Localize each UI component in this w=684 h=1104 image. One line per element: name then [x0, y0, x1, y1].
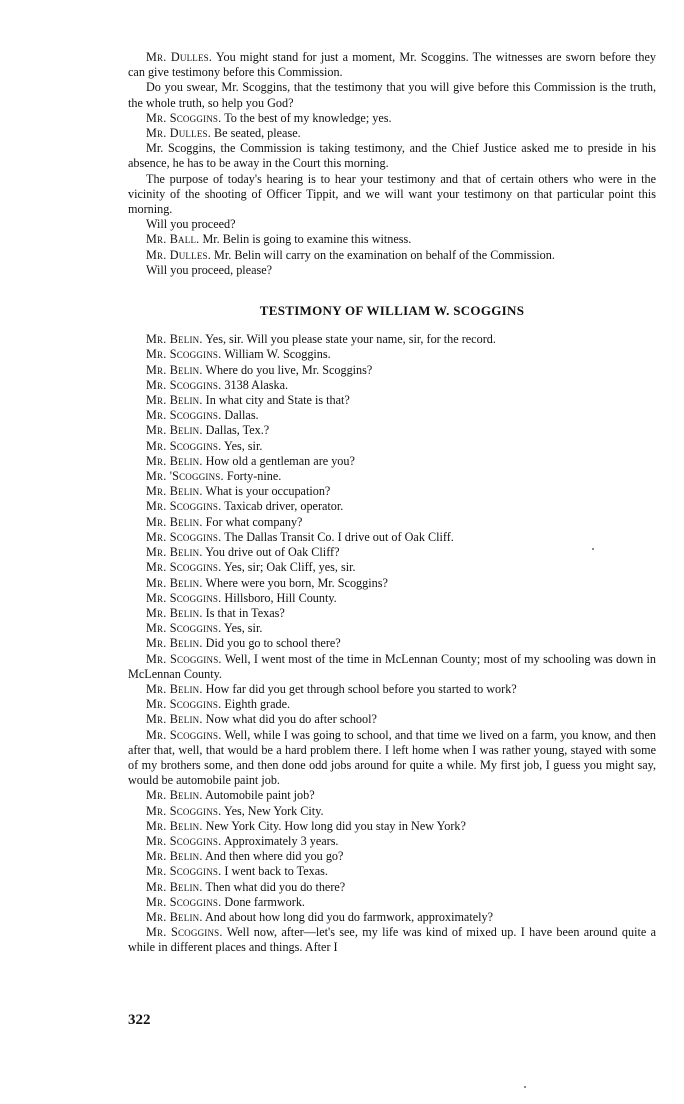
- speech-text: To the best of my knowledge; yes.: [224, 110, 392, 125]
- transcript-paragraph: [128, 454, 656, 469]
- speaker-name: Mr. Scoggins.: [146, 590, 222, 605]
- speaker-name: Mr. Belin.: [146, 909, 203, 924]
- speaker-name: Mr. Belin.: [146, 514, 203, 529]
- text-column: [128, 50, 656, 956]
- scan-speck: [592, 548, 594, 550]
- speech-text: Mr. Belin will carry on the examination on behalf of the Commission.: [214, 247, 555, 262]
- speech-text: And about how long did you do farmwork, approximately?: [204, 909, 494, 924]
- speech-text: And then where did you go?: [204, 849, 344, 864]
- speech-text: Mr. Scoggins, the Commission is taking testimony, and the Chief Justice asked me to preside in his absence, he has to be away in the Court this morning.: [128, 141, 656, 171]
- transcript-paragraph: [128, 126, 656, 141]
- transcript-paragraph: [128, 50, 656, 80]
- speaker-name: Mr. Scoggins.: [146, 408, 222, 423]
- speech-text: Well, I went most of the time in McLennan County; most of my schooling was down in McLennan County.: [128, 651, 656, 681]
- speech-text: Yes, New York City.: [223, 803, 324, 818]
- speech-text: You drive out of Oak Cliff?: [205, 545, 340, 560]
- speech-text: Approximately 3 years.: [223, 833, 339, 848]
- speech-text: Be seated, please.: [214, 126, 301, 141]
- speech-text: The purpose of today's hearing is to hear your testimony and that of certain others who were in the vicinity of the shooting of Officer Tippit, and we will want your testimony on that particular point this morning.: [128, 171, 656, 217]
- transcript-paragraph: [128, 469, 656, 484]
- speech-text: I went back to Texas.: [224, 864, 328, 879]
- speaker-name: Mr. Belin.: [146, 575, 203, 590]
- speaker-name: Mr. Belin.: [146, 849, 203, 864]
- speaker-name: Mr. Belin.: [146, 605, 203, 620]
- speaker-name: Mr. Scoggins.: [146, 833, 222, 848]
- speech-text: Well now, after—let's see, my life was kind of mixed up. I have been around quite a while in different places and things. After I: [128, 925, 656, 955]
- page-number: 322: [128, 1012, 151, 1028]
- transcript-paragraph: [128, 560, 656, 575]
- speaker-name: Mr. Scoggins.: [146, 110, 222, 125]
- speaker-name: Mr. Belin.: [146, 453, 203, 468]
- speech-text: Well, while I was going to school, and that time we lived on a farm, you know, and then after that, well, that would be a hard problem there. I left home when I was rather young, stayed with some of my brothers some, and then done odd jobs around for quite a while. My first job, I guess you might say, would be automobile paint job.: [128, 727, 656, 788]
- transcript-paragraph: [128, 363, 656, 378]
- transcript-paragraph: [128, 652, 656, 682]
- transcript-paragraph: [128, 910, 656, 925]
- speech-text: Mr. Belin is going to examine this witness.: [202, 232, 412, 247]
- transcript-paragraph: [128, 347, 656, 362]
- speech-text: In what city and State is that?: [205, 393, 350, 408]
- transcript-paragraph: [128, 621, 656, 636]
- speaker-name: Mr. Scoggins.: [146, 727, 222, 742]
- transcript-paragraph: [128, 697, 656, 712]
- speech-text: Yes, sir; Oak Cliff, yes, sir.: [223, 560, 356, 575]
- speaker-name: Mr. Scoggins.: [146, 697, 222, 712]
- speaker-name: Mr. Scoggins.: [146, 438, 222, 453]
- speech-text: Where do you live, Mr. Scoggins?: [205, 362, 373, 377]
- speaker-name: Mr. Scoggins.: [146, 621, 222, 636]
- speaker-name: Mr. Belin.: [146, 879, 203, 894]
- speech-text: Now what did you do after school?: [205, 712, 377, 727]
- speaker-name: Mr. Scoggins.: [146, 499, 222, 514]
- speech-text: Yes, sir.: [223, 438, 263, 453]
- transcript-paragraph: [128, 263, 656, 278]
- speech-text: Do you swear, Mr. Scoggins, that the testimony that you will give before this Commission is the truth, the whole truth, so help you God?: [128, 80, 656, 110]
- speech-text: New York City. How long did you stay in New York?: [205, 818, 466, 833]
- speaker-name: Mr. Belin.: [146, 681, 203, 696]
- speaker-name: Mr. Belin.: [146, 788, 203, 803]
- speaker-name: Mr. Dulles.: [146, 50, 213, 64]
- transcript-paragraph: [128, 895, 656, 910]
- speech-text: How old a gentleman are you?: [205, 453, 355, 468]
- transcript-paragraph: [128, 682, 656, 697]
- transcript-paragraph: [128, 849, 656, 864]
- transcript-paragraph: [128, 332, 656, 347]
- speaker-name: Mr. Belin.: [146, 712, 203, 727]
- transcript-paragraph: [128, 232, 656, 247]
- speech-text: Dallas, Tex.?: [205, 423, 270, 438]
- transcript-paragraph: [128, 636, 656, 651]
- speaker-name: Mr. Belin.: [146, 636, 203, 651]
- transcript-paragraph: [128, 591, 656, 606]
- transcript-paragraph: [128, 141, 656, 171]
- transcript-paragraph: [128, 172, 656, 218]
- speaker-name: Mr. Belin.: [146, 362, 203, 377]
- speech-text: For what company?: [205, 514, 303, 529]
- speaker-name: Mr. Belin.: [146, 484, 203, 499]
- speaker-name: Mr. Belin.: [146, 393, 203, 408]
- speech-text: Eighth grade.: [224, 697, 291, 712]
- speaker-name: Mr. Scoggins.: [146, 894, 222, 909]
- transcript-paragraph: [128, 606, 656, 621]
- transcript-paragraph: [128, 728, 656, 789]
- transcript-paragraph: [128, 804, 656, 819]
- speaker-name: Mr. Dulles.: [146, 126, 211, 141]
- scan-speck: [524, 1086, 526, 1088]
- speaker-name: Mr. Scoggins.: [146, 529, 222, 544]
- speech-text: Hillsboro, Hill County.: [224, 590, 337, 605]
- speaker-name: Mr. Scoggins.: [146, 651, 222, 666]
- speech-text: Done farmwork.: [224, 894, 305, 909]
- speech-text: 3138 Alaska.: [224, 377, 289, 392]
- speaker-name: Mr. Scoggins.: [146, 560, 222, 575]
- speech-text: The Dallas Transit Co. I drive out of Oak Cliff.: [224, 529, 454, 544]
- transcript-paragraph: [128, 576, 656, 591]
- speech-text: Yes, sir. Will you please state your name, sir, for the record.: [205, 332, 496, 347]
- intro-section: [128, 50, 656, 278]
- transcript-paragraph: [128, 880, 656, 895]
- speaker-name: Mr. Belin.: [146, 423, 203, 438]
- speech-text: Will you proceed, please?: [146, 262, 273, 277]
- transcript-paragraph: [128, 439, 656, 454]
- transcript-paragraph: [128, 393, 656, 408]
- transcript-paragraph: [128, 484, 656, 499]
- speaker-name: Mr. Dulles.: [146, 247, 211, 262]
- transcript-paragraph: [128, 217, 656, 232]
- transcript-paragraph: [128, 819, 656, 834]
- speech-text: Yes, sir.: [223, 621, 263, 636]
- speaker-name: Mr. Scoggins.: [146, 803, 222, 818]
- testimony-section: [128, 332, 656, 955]
- speaker-name: Mr. Scoggins.: [146, 864, 222, 879]
- transcript-paragraph: [128, 111, 656, 126]
- speech-text: You might stand for just a moment, Mr. Scoggins. The witnesses are sworn before they can give testimony before this Commission.: [128, 50, 656, 80]
- transcript-paragraph: [128, 423, 656, 438]
- speech-text: Did you go to school there?: [205, 636, 341, 651]
- speech-text: William W. Scoggins.: [224, 347, 331, 362]
- transcript-paragraph: [128, 408, 656, 423]
- transcript-paragraph: [128, 712, 656, 727]
- speech-text: Dallas.: [224, 408, 259, 423]
- speech-text: How far did you get through school before you started to work?: [205, 681, 517, 696]
- speech-text: Taxicab driver, operator.: [224, 499, 344, 514]
- transcript-paragraph: [128, 378, 656, 393]
- speech-text: Then what did you do there?: [205, 879, 346, 894]
- testimony-heading: TESTIMONY OF WILLIAM W. SCOGGINS: [259, 303, 525, 319]
- speaker-name: Mr. 'Scoggins.: [146, 469, 224, 484]
- speech-text: Is that in Texas?: [205, 605, 285, 620]
- transcript-paragraph: [128, 925, 656, 955]
- speech-text: Automobile paint job?: [204, 788, 315, 803]
- speaker-name: Mr. Belin.: [146, 545, 203, 560]
- speaker-name: Mr. Belin.: [146, 818, 203, 833]
- transcript-paragraph: [128, 864, 656, 879]
- transcript-paragraph: [128, 788, 656, 803]
- transcript-paragraph: [128, 499, 656, 514]
- speaker-name: Mr. Scoggins.: [146, 347, 222, 362]
- speaker-name: Mr. Ball.: [146, 232, 200, 247]
- transcript-paragraph: [128, 80, 656, 110]
- speech-text: Where were you born, Mr. Scoggins?: [205, 575, 388, 590]
- speech-text: Forty-nine.: [226, 469, 282, 484]
- transcript-paragraph: [128, 545, 656, 560]
- speaker-name: Mr. Scoggins.: [146, 377, 222, 392]
- speaker-name: Mr. Belin.: [146, 332, 203, 347]
- transcript-paragraph: [128, 515, 656, 530]
- transcript-paragraph: [128, 530, 656, 545]
- transcript-paragraph: [128, 248, 656, 263]
- speaker-name: Mr. Scoggins.: [146, 925, 223, 940]
- speech-text: Will you proceed?: [146, 217, 236, 232]
- transcript-paragraph: [128, 834, 656, 849]
- speech-text: What is your occupation?: [205, 484, 331, 499]
